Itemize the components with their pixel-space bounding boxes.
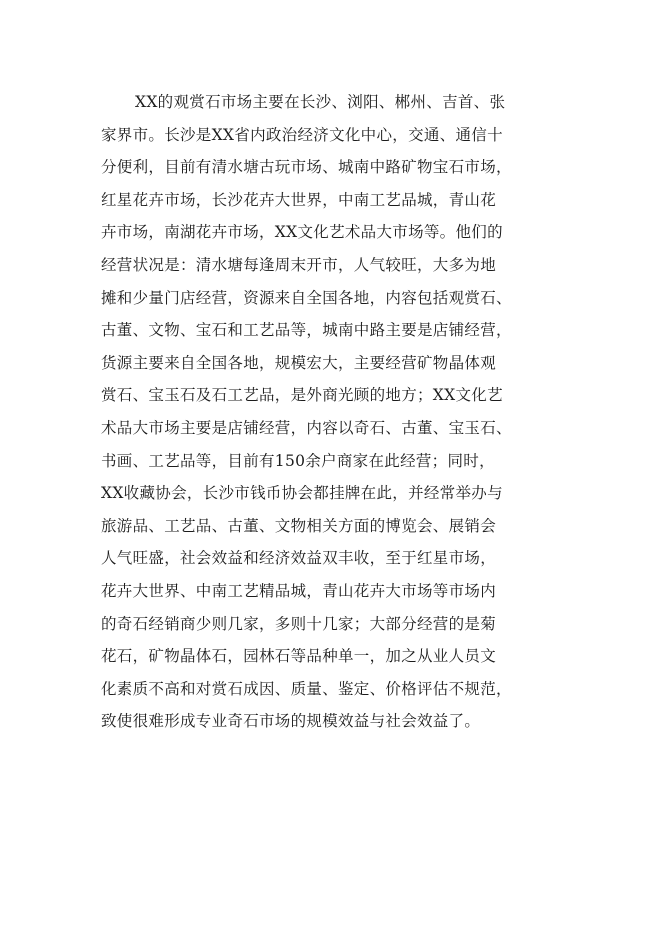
paragraph-line: 经营状况是：清水塘每逢周末开市，人气较旺，大多为地 xyxy=(101,255,497,274)
body-paragraph xyxy=(101,86,561,738)
paragraph-line: 致使很难形成专业奇石市场的规模效益与社会效益了。 xyxy=(101,712,481,731)
paragraph-line: 花石，矿物晶体石，园林石等品种单一，加之从业人员文 xyxy=(101,647,497,666)
paragraph-line: 古董、文物、宝石和工艺品等，城南中路主要是店铺经营， xyxy=(101,321,512,340)
paragraph-line: 旅游品、工艺品、古董、文物相关方面的博览会、展销会 xyxy=(101,516,497,535)
paragraph-line: 化素质不高和对赏石成因、质量、鉴定、价格评估不规范， xyxy=(101,679,512,698)
paragraph-line: 术品大市场主要是店铺经营，内容以奇石、古董、宝玉石、 xyxy=(101,418,512,437)
paragraph-line: XX的观赏石市场主要在长沙、浏阳、郴州、吉首、张 xyxy=(135,93,506,111)
paragraph-line: 家界市。长沙是XX省内政治经济文化中心，交通、通信十 xyxy=(101,125,503,144)
paragraph-line: 货源主要来自全国各地，规模宏大，主要经营矿物晶体观 xyxy=(101,353,497,372)
paragraph-line: 花卉大世界、中南工艺精品城，青山花卉大市场等市场内 xyxy=(101,581,497,600)
paragraph-line: 书画、工艺品等，目前有150余户商家在此经营；同时， xyxy=(101,451,495,470)
paragraph-line: XX收藏协会，长沙市钱币协会都挂牌在此，并经常举办与 xyxy=(101,484,503,503)
paragraph-line: 红星花卉市场，长沙花卉大世界，中南工艺品城，青山花 xyxy=(101,190,497,209)
paragraph-line: 摊和少量门店经营，资源来自全国各地，内容包括观赏石、 xyxy=(101,288,512,307)
paragraph-line: 分便利，目前有清水塘古玩市场、城南中路矿物宝石市场， xyxy=(101,158,512,177)
paragraph-line: 的奇石经销商少则几家，多则十几家；大部分经营的是菊 xyxy=(101,614,497,633)
paragraph-line: 人气旺盛，社会效益和经济效益双丰收，至于红星市场， xyxy=(101,549,497,568)
paragraph-line: 赏石、宝玉石及石工艺品，是外商光顾的地方；XX文化艺 xyxy=(101,386,503,405)
paragraph-line: 卉市场，南湖花卉市场，XX文化艺术品大市场等。他们的 xyxy=(101,223,503,242)
